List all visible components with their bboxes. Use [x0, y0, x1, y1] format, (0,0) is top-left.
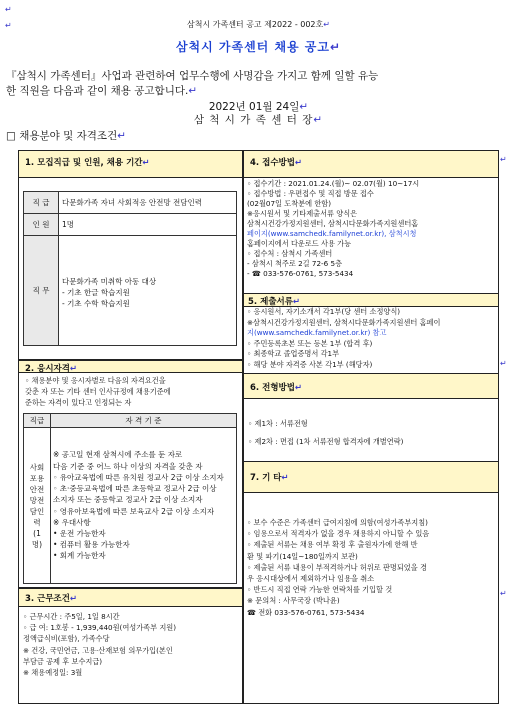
duty-label: 직 무 — [24, 236, 59, 346]
section-heading: □ 채용분야 및 자격조건↵ — [6, 130, 127, 142]
eligibility-intro: ◦ 채용분야 및 응시자별로 다음의 자격요건을 갖춘 자 또는 기타 센터 인사규정에 채용기준에 준하는 자격이 있다고 인정되는 자 — [25, 376, 171, 408]
count-value: 1명 — [59, 214, 237, 236]
intro-line-2: 한 직원을 다음과 같이 채용 공고합니다.↵ — [6, 85, 198, 97]
paragraph-mark: ↵ — [500, 155, 507, 164]
selection-body: ◦ 제1차 : 서류전형 ◦ 제2차 : 면접 (1차 서류전형 합격자에 개별연락) — [248, 419, 404, 446]
paragraph-mark: ↵ — [5, 21, 12, 30]
application-body: ◦ 접수기간 : 2021.01.24.(월)~ 02.07(월) 10~17시 ◦ 접수방법 : 우편접수 및 직접 방문 접수 (02월07일 도착분에 한함) ※응시원서 및 기타제출서류 양식은 삼척시건강가정지원센터, 삼척시다문화가족지원센터홈 페이지(www.samchedk.familynet.or.kr), 삼척시청 홈페이지에서 다운로드 사용 가능 ◦ 접수처 : 삼척시 가족센터 - 삼척시 척주로 2길 72-6 5층 - ☎ 033-576-0761, 573-5434 — [247, 179, 420, 278]
intro-line-1: 『삼척시 가족센터』사업과 관련하여 업무수행에 사명감을 가지고 함께 일할 유능 — [6, 70, 379, 82]
other-body: ◦ 보수 수준은 가족센터 급여지침에 의함(여성가족부지침) ◦ 임용으로서 적격자가 없을 경우 채용하지 아니할 수 있음 ◦ 제출된 서류는 채용 여부 확정 후 출원자가에 한해 반 환 및 파기(14일~180일까지 보관) ◦ 제출된 서류 내용이 부적격하거나 허위로 판명되었을 경 우 응시대상에서 제외하거나 임용을 취소 ◦ 반드시 직접 연락 가능한 연락처를 기입할 것 ※ 문의처 : 사무국장 (박나윤) ☎ 전화 033-576-0761, 573-5434 — [247, 518, 430, 617]
paragraph-mark: ↵ — [500, 359, 507, 368]
criteria-line: • 컴퓨터 활용 가능한자 — [53, 540, 130, 550]
section-documents-heading: 5. 제출서류↵ — [244, 293, 498, 307]
section-eligibility — [18, 360, 243, 588]
notice-date: 2022년 01월 24일↵ — [208, 101, 309, 113]
section-application-heading: 4. 접수방법↵ — [244, 151, 498, 178]
criteria-line: ◦ 영유아보육법에 따른 보육교사 2급 이상 소지자 — [53, 506, 215, 516]
duty-line: - 기초 수학 학습지원 — [62, 299, 130, 309]
col-criteria: 자 격 기 준 — [51, 414, 237, 428]
criteria-line: ※ 우대사항 — [53, 517, 91, 527]
criteria-line: • 운전 가능한자 — [53, 528, 106, 538]
duty-line: - 기초 한글 학습지원 — [62, 287, 130, 297]
documents-body: ◦ 응시원서, 자기소개서 각1부(당 센터 소정양식) ※삼척시건강가정지원센터, 삼척시다문화가족지원센터 홈페이 지(www.samchedk.familynet.or.kr) 참고 ◦ 주민등록초본 또는 등본 1부 (합격 후) ◦ 최종학교 졸업증명서 각1부 ◦ 해당 분야 자격증 사본 각1부 (해당자) — [247, 307, 441, 369]
criteria-line: ◦ 유아교육법에 따른 유치원 정교사 2급 이상 소지자 — [53, 472, 224, 482]
section-selection-heading: 6. 전형방법↵ — [244, 373, 498, 399]
section-conditions-heading: 3. 근무조건↵ — [19, 589, 242, 607]
col-rank: 직급 — [24, 414, 51, 428]
issuer: 삼 척 시 가 족 센 터 장↵ — [193, 114, 324, 126]
rank-value: 다문화가족 자녀 사회적응 안전망 전담인력 — [59, 192, 237, 214]
section-other-heading: 7. 기 타↵ — [244, 461, 498, 493]
section-conditions — [18, 588, 243, 704]
section-eligibility-heading: 2. 응시자격↵ — [19, 361, 242, 373]
right-column — [243, 150, 499, 704]
paragraph-mark: ↵ — [500, 589, 507, 598]
criteria-line: ◦ 초·중등교육법에 따른 초등학교 정교사 2급 이상 — [53, 484, 217, 494]
page-title: 삼척시 가족센터 채용 공고↵ — [175, 40, 342, 54]
criteria-line: ※ 공고일 현재 삼척시에 주소를 둔 자로 — [53, 450, 183, 460]
criteria-line: • 회계 가능한자 — [53, 551, 106, 561]
duty-line: 다문화가족 미취학 아동 대상 — [62, 276, 157, 286]
recruit-table — [23, 191, 237, 346]
eligibility-table — [23, 413, 237, 584]
criteria-line: 소지자 또는 중등학교 정교사 2급 이상 소지자 — [53, 495, 203, 505]
rank-label: 직 급 — [24, 192, 59, 214]
section-recruit — [18, 150, 243, 360]
criteria-line: 다음 기준 중 어느 하나 이상의 자격을 갖춘 자 — [53, 461, 203, 471]
row-label: 사회 포용 안전 망전 담인 력 (1 명) — [24, 428, 51, 584]
paragraph-mark: ↵ — [5, 5, 12, 14]
conditions-body: ◦ 근무시간 : 주5일, 1일 8시간 ◦ 급 여: 1호봉 - 1,939,440원(여성가족부 지원) 정액급식비(포함), 가족수당 ※ 건강, 국민연금, 고용·산재보험 의무가입(본인 부담금 공제 후 보수지급) ※ 채용예정일: 3월 — [23, 612, 177, 678]
section-recruit-heading: 1. 모집직급 및 인원, 채용 기간↵ — [19, 151, 242, 178]
count-label: 인 원 — [24, 214, 59, 236]
notice-number: 삼척시 가족센터 공고 제2022 - 002호↵ — [187, 20, 330, 29]
